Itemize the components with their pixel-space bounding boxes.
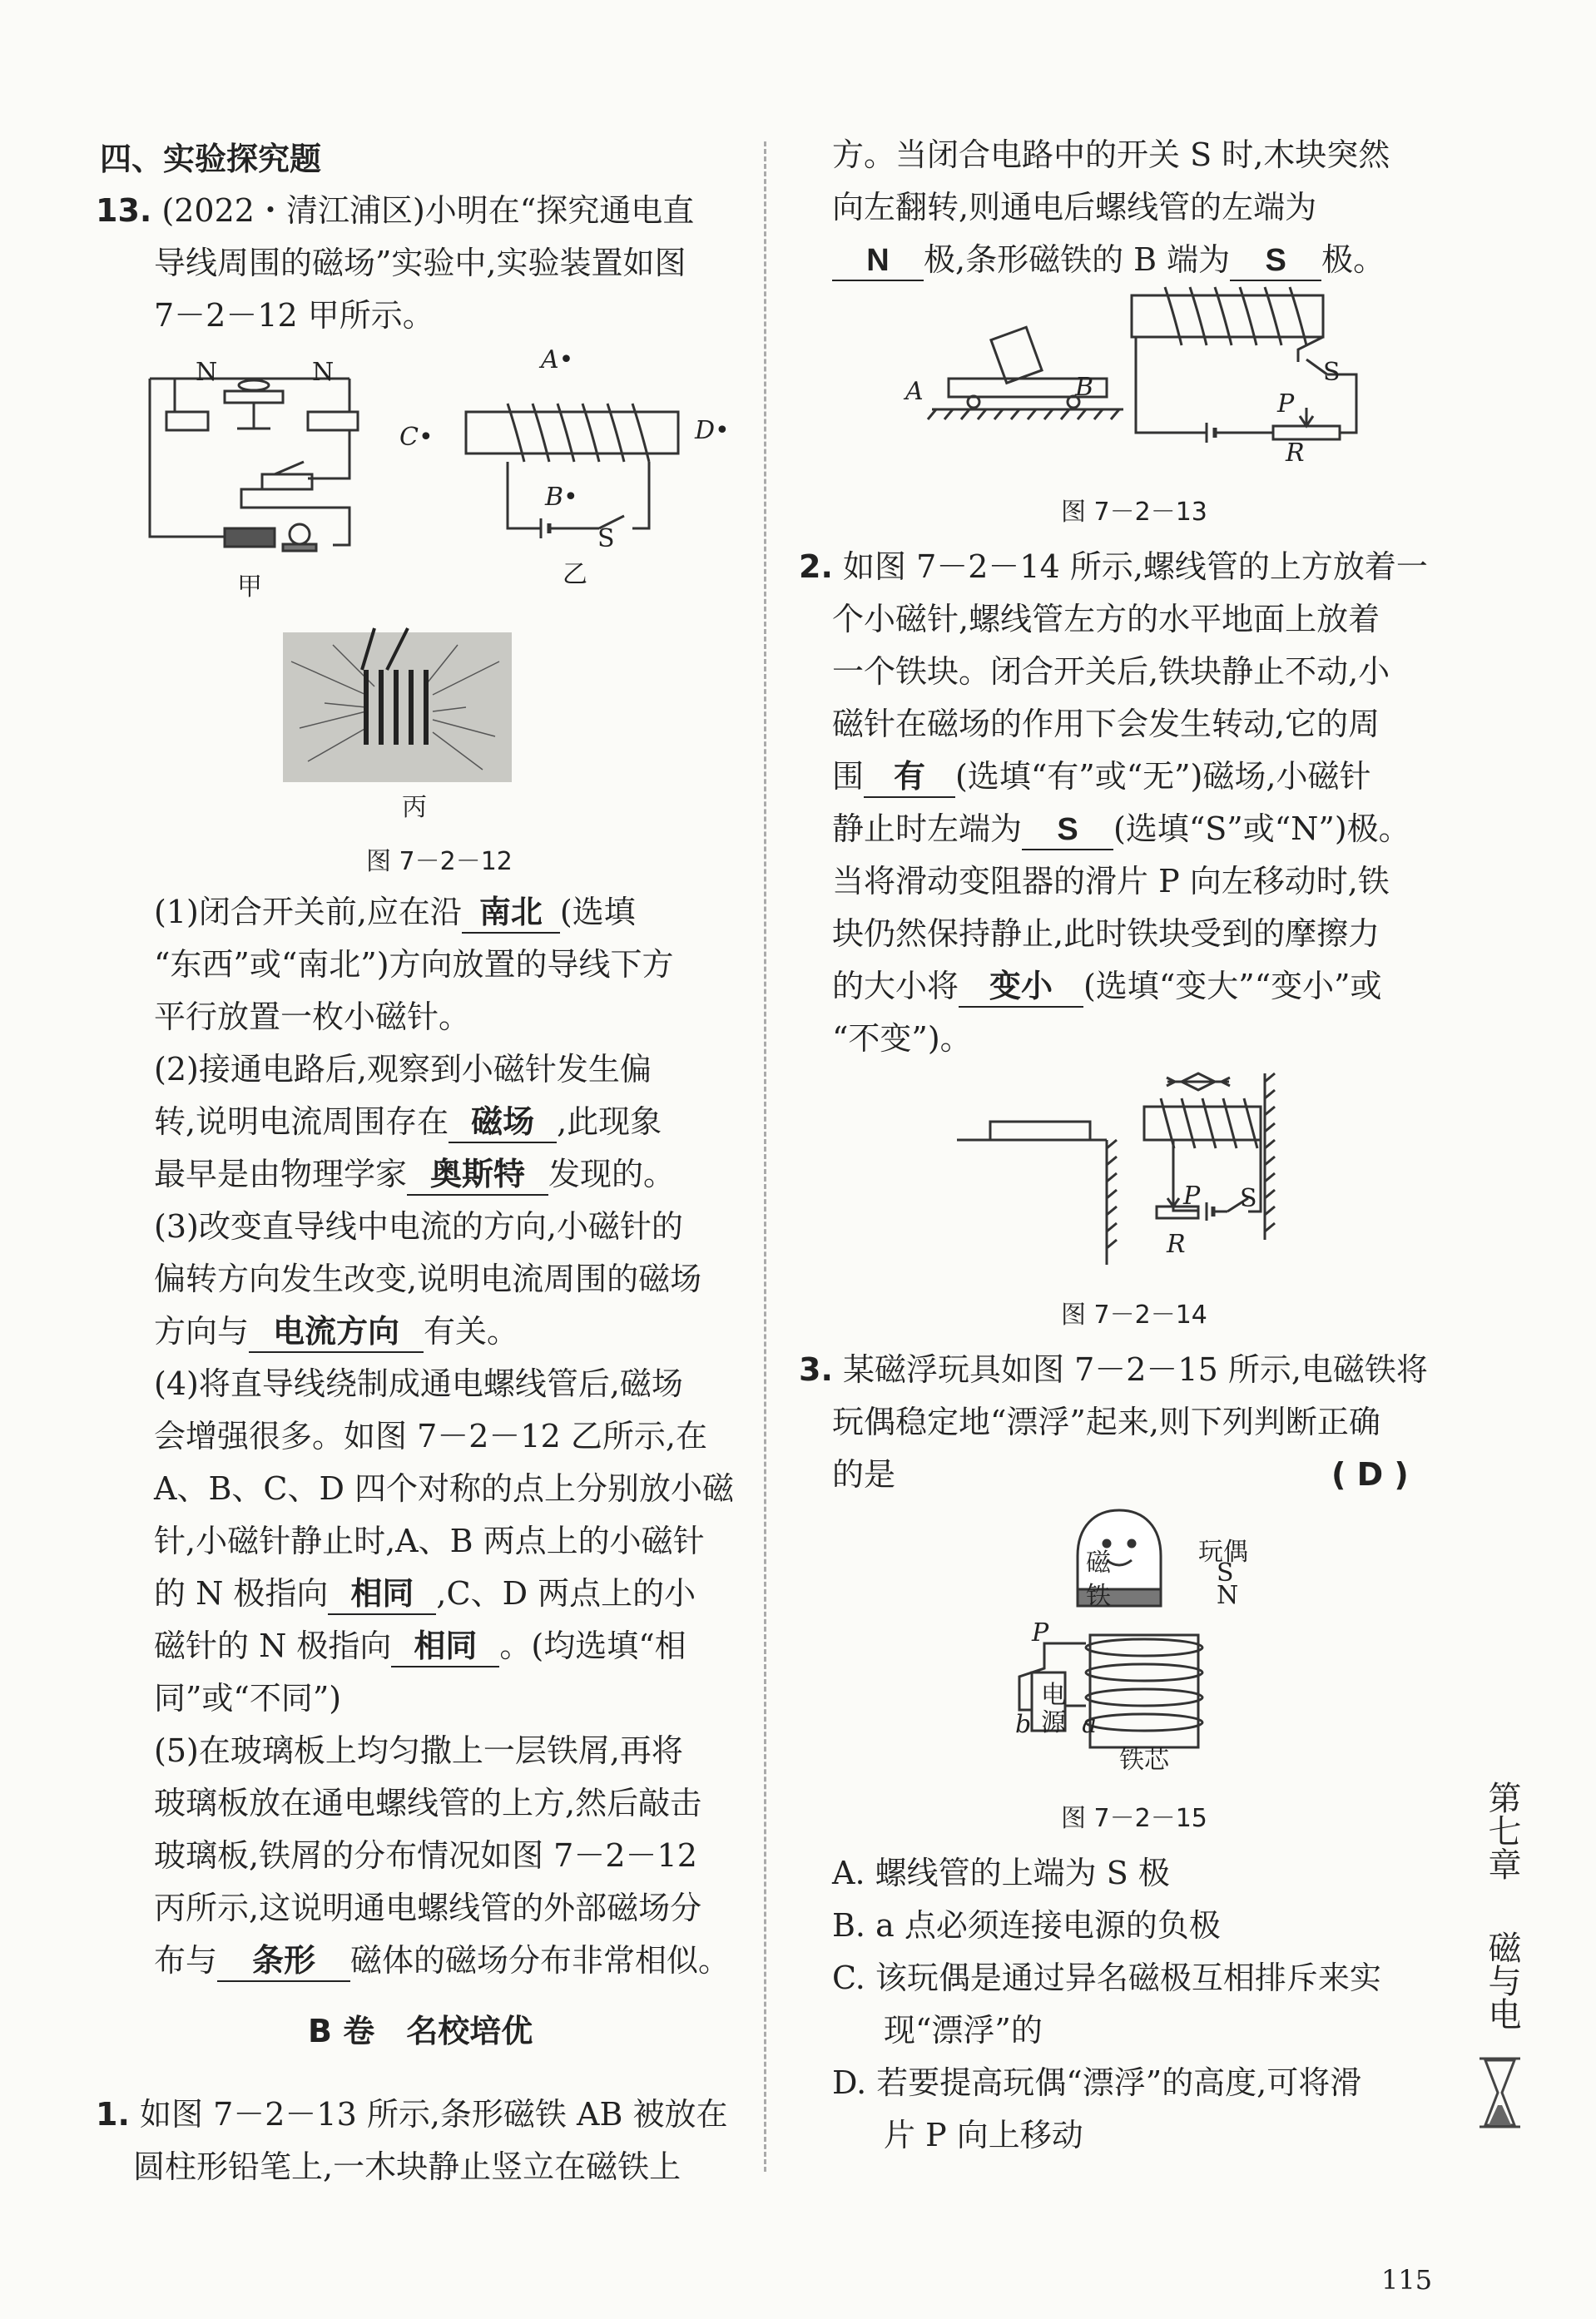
answer-cichang: 磁场 [449, 1103, 557, 1143]
q13-p4-line5 [154, 1568, 696, 1620]
q13-p1-a: (1)闭合开关前,应在沿 [154, 894, 462, 930]
label-P-1314: P [1183, 1182, 1201, 1211]
label-C: C• [399, 423, 434, 452]
option-B-text: a 点必须连接电源的负极 [875, 1907, 1221, 1944]
q2-line8: 块仍然保持静止,此时铁块受到的摩擦力 [832, 915, 1380, 952]
q13-p2-c: ,此现象 [557, 1103, 662, 1140]
label-tiexin: 铁芯 [1119, 1746, 1169, 1775]
label-yi: 乙 [563, 560, 587, 589]
label-yuan: 源 [1041, 1708, 1066, 1737]
answer-tiaoxing: 条形 [217, 1942, 350, 1982]
q13-p3-d: 有关。 [424, 1313, 519, 1350]
q2-line9 [832, 960, 1382, 1013]
answer-D: ( D ) [1331, 1456, 1409, 1493]
side-topic [1481, 1930, 1521, 2030]
side-topic-label: 磁与电 [1483, 1930, 1521, 2030]
label-S-1315: S [1217, 1558, 1234, 1588]
q3-line1 [799, 1344, 1428, 1396]
label-R-1313: R [1286, 439, 1305, 468]
answer-bianxiao: 变小 [959, 968, 1083, 1008]
q2-line4: 磁针在磁场的作用下会发生转动,它的周 [832, 706, 1380, 742]
q2-a: 如图 7－2－14 所示,螺线管的上方放着一 [842, 548, 1428, 585]
caption-7-2-14: 图 7－2－14 [1061, 1301, 1207, 1330]
q3-a: 某磁浮玩具如图 7－2－15 所示,电磁铁将 [842, 1351, 1428, 1388]
q2-h: (选填“S”或“N”)极。 [1113, 810, 1410, 847]
q1-number: 1. [96, 2096, 130, 2133]
q13-p5-line2: 玻璃板放在通电螺线管的上方,然后敲击 [154, 1785, 702, 1821]
label-N-1315: N [1217, 1581, 1239, 1610]
option-C-line2: 现“漂浮”的 [884, 2012, 1043, 2049]
answer-xiangtong-1: 相同 [328, 1575, 436, 1615]
caption-7-2-15: 图 7－2－15 [1061, 1804, 1207, 1833]
label-R-1314: R [1167, 1230, 1186, 1259]
q13-p3-line3 [154, 1306, 518, 1358]
side-chapter-label: 第七章 [1483, 1781, 1521, 1880]
q13-p5-line4: 丙所示,这说明通电螺线管的外部磁场分 [154, 1890, 702, 1926]
figure-7-2-12-yi [462, 404, 686, 545]
caption-7-2-13: 图 7－2－13 [1061, 498, 1207, 527]
label-tie: 铁 [1086, 1582, 1111, 1611]
q13-p1-b: (选填 [559, 894, 636, 930]
option-B-key: B. [832, 1907, 866, 1944]
option-D[interactable] [832, 2057, 1361, 2109]
q13-p4-e: 的 N 极指向 [154, 1575, 329, 1612]
q1-f: 极。 [1321, 241, 1385, 278]
answer-S-q1: S [1230, 241, 1321, 281]
side-chapter [1481, 1781, 1521, 1880]
q13-p1-line2: “东西”或“南北”)方向放置的导线下方 [154, 946, 674, 983]
q13-line1 [96, 185, 694, 237]
q13-p4-line1: (4)将直导线绕制成通电螺线管后,磁场 [154, 1365, 683, 1402]
q3-number: 3. [799, 1351, 833, 1388]
q1-a: 如图 7－2－13 所示,条形磁铁 AB 被放在 [139, 2096, 728, 2133]
q13-line2: 导线周围的磁场”实验中,实验装置如图 [154, 245, 686, 281]
label-wanou: 玩偶 [1198, 1538, 1248, 1567]
q13-p2-e: 发现的。 [548, 1156, 676, 1192]
option-D-text: 若要提高玩偶“漂浮”的高度,可将滑 [876, 2064, 1362, 2101]
answer-you: 有 [864, 758, 955, 798]
q13-p4-f: ,C、D 两点上的小 [436, 1575, 696, 1612]
option-A-text: 螺线管的上端为 S 极 [875, 1855, 1170, 1891]
page-number: 115 [1381, 2264, 1433, 2296]
q1-line4: 向左翻转,则通电后螺线管的左端为 [832, 189, 1317, 225]
label-a: a [1082, 1710, 1097, 1739]
option-A[interactable] [832, 1847, 1170, 1900]
figure-7-2-12-jia [141, 349, 374, 566]
label-N1: N [196, 358, 218, 387]
q1-line2: 圆柱形铅笔上,一木块静止竖立在磁铁上 [133, 2148, 682, 2185]
option-D-key: D. [832, 2064, 867, 2101]
label-S-1313: S [1323, 358, 1341, 387]
label-b: b [1015, 1710, 1032, 1739]
answer-nanbei: 南北 [462, 894, 560, 934]
q3-line3: 的是 [832, 1456, 896, 1493]
q13-line3: 7－2－12 甲所示。 [154, 297, 434, 334]
q2-line10: “不变”)。 [832, 1020, 972, 1057]
label-D: D• [695, 416, 730, 445]
q2-line5 [832, 751, 1370, 803]
option-B[interactable] [832, 1900, 1221, 1952]
q13-p2-d: 最早是由物理学家 [154, 1156, 408, 1192]
hourglass-icon [1477, 2055, 1523, 2130]
q2-line7: 当将滑动变阻器的滑片 P 向左移动时,铁 [832, 863, 1390, 899]
q13-p5-line3: 玻璃板,铁屑的分布情况如图 7－2－12 [154, 1837, 697, 1874]
q13-p4-line7: 同”或“不同”) [154, 1680, 342, 1717]
q2-f: (选填“有”或“无”)磁场,小磁针 [955, 758, 1371, 795]
label-S-yi: S [597, 524, 615, 553]
answer-aosite: 奥斯特 [407, 1156, 548, 1196]
q13-p4-line4: 针,小磁针静止时,A、B 两点上的小磁针 [154, 1523, 705, 1559]
label-B: B• [545, 483, 578, 512]
q13-p3-line2: 偏转方向发生改变,说明电流周围的磁场 [154, 1261, 702, 1297]
q13-p2-b: 转,说明电流周围存在 [154, 1103, 449, 1140]
option-C[interactable] [832, 1952, 1381, 2004]
answer-xiangtong-2: 相同 [391, 1628, 499, 1667]
label-S-1314: S [1240, 1184, 1257, 1213]
q1-line5 [832, 234, 1385, 286]
q13-p5-line5 [154, 1935, 730, 1987]
q13-p4-h: 。(均选填“相 [499, 1628, 686, 1664]
q2-k: 的大小将 [832, 968, 959, 1004]
q1-line1 [96, 2089, 727, 2141]
q13-p4-line3: A、B、C、D 四个对称的点上分别放小磁 [154, 1470, 734, 1507]
q2-line2: 个小磁针,螺线管左方的水平地面上放着 [832, 601, 1380, 637]
q13-p2-line1: (2)接通电路后,观察到小磁针发生偏 [154, 1051, 652, 1088]
q13-number: 13. [96, 192, 152, 229]
q2-number: 2. [799, 548, 833, 585]
figure-7-2-12-bing [283, 628, 512, 782]
option-A-key: A. [832, 1855, 865, 1891]
q13-p4-line6 [154, 1620, 686, 1672]
section-title: 四、实验探究题 [100, 141, 322, 177]
q2-g: 静止时左端为 [832, 810, 1023, 847]
figure-7-2-14 [957, 1073, 1315, 1273]
q13-p1-line1 [154, 886, 636, 939]
option-D-line2: 片 P 向上移动 [884, 2117, 1083, 2153]
q13-p3-line1: (3)改变直导线中电流的方向,小磁针的 [154, 1208, 683, 1245]
label-dian: 电 [1041, 1681, 1066, 1710]
q2-e: 围 [832, 758, 865, 795]
q2-line6 [832, 803, 1410, 855]
q13-p5-f: 磁体的磁场分布非常相似。 [350, 1942, 731, 1979]
q2-line3: 一个铁块。闭合开关后,铁块静止不动,小 [832, 653, 1390, 690]
column-divider [764, 141, 766, 2172]
answer-dianliufangxiang: 电流方向 [249, 1313, 424, 1353]
q13-p4-g: 磁针的 N 极指向 [154, 1628, 392, 1664]
label-P-1315: P [1032, 1618, 1049, 1648]
q3-line2: 玩偶稳定地“漂浮”起来,则下列判断正确 [832, 1404, 1380, 1440]
q13-p1-line3: 平行放置一枚小磁针。 [154, 998, 471, 1035]
q13-p2-line3 [154, 1148, 675, 1201]
q13-p5-line1: (5)在玻璃板上均匀撒上一层铁屑,再将 [154, 1732, 683, 1769]
label-ci: 磁 [1086, 1548, 1111, 1578]
answer-N: N [832, 241, 924, 281]
q13-p4-line2: 会增强很多。如图 7－2－12 乙所示,在 [154, 1418, 707, 1454]
q13-p5-e: 布与 [154, 1942, 218, 1979]
q1-e: 极,条形磁铁的 B 端为 [924, 241, 1231, 278]
label-A: A• [541, 345, 574, 374]
caption-7-2-12: 图 7－2－12 [366, 847, 513, 876]
option-C-key: C. [832, 1960, 865, 1996]
q1-line3: 方。当闭合电路中的开关 S 时,木块突然 [832, 136, 1390, 173]
label-bing: 丙 [402, 793, 427, 822]
q2-line1 [799, 541, 1428, 593]
section-b-title: B 卷 名校培优 [308, 2013, 533, 2049]
label-A-1313: A [905, 377, 924, 406]
q2-l: (选填“变大”“变小”或 [1083, 968, 1382, 1004]
option-C-text: 该玩偶是通过异名磁极互相排斥来实 [875, 1960, 1381, 1996]
q13-p3-c: 方向与 [154, 1313, 250, 1350]
label-jia: 甲 [237, 572, 262, 602]
label-P-1313: P [1277, 389, 1295, 419]
answer-S-q2: S [1022, 810, 1113, 850]
q13-text-1: (2022・清江浦区)小明在“探究通电直 [161, 192, 695, 229]
q13-p2-line2 [154, 1096, 662, 1148]
label-N2: N [312, 358, 335, 387]
label-B-1313: B [1075, 373, 1094, 402]
